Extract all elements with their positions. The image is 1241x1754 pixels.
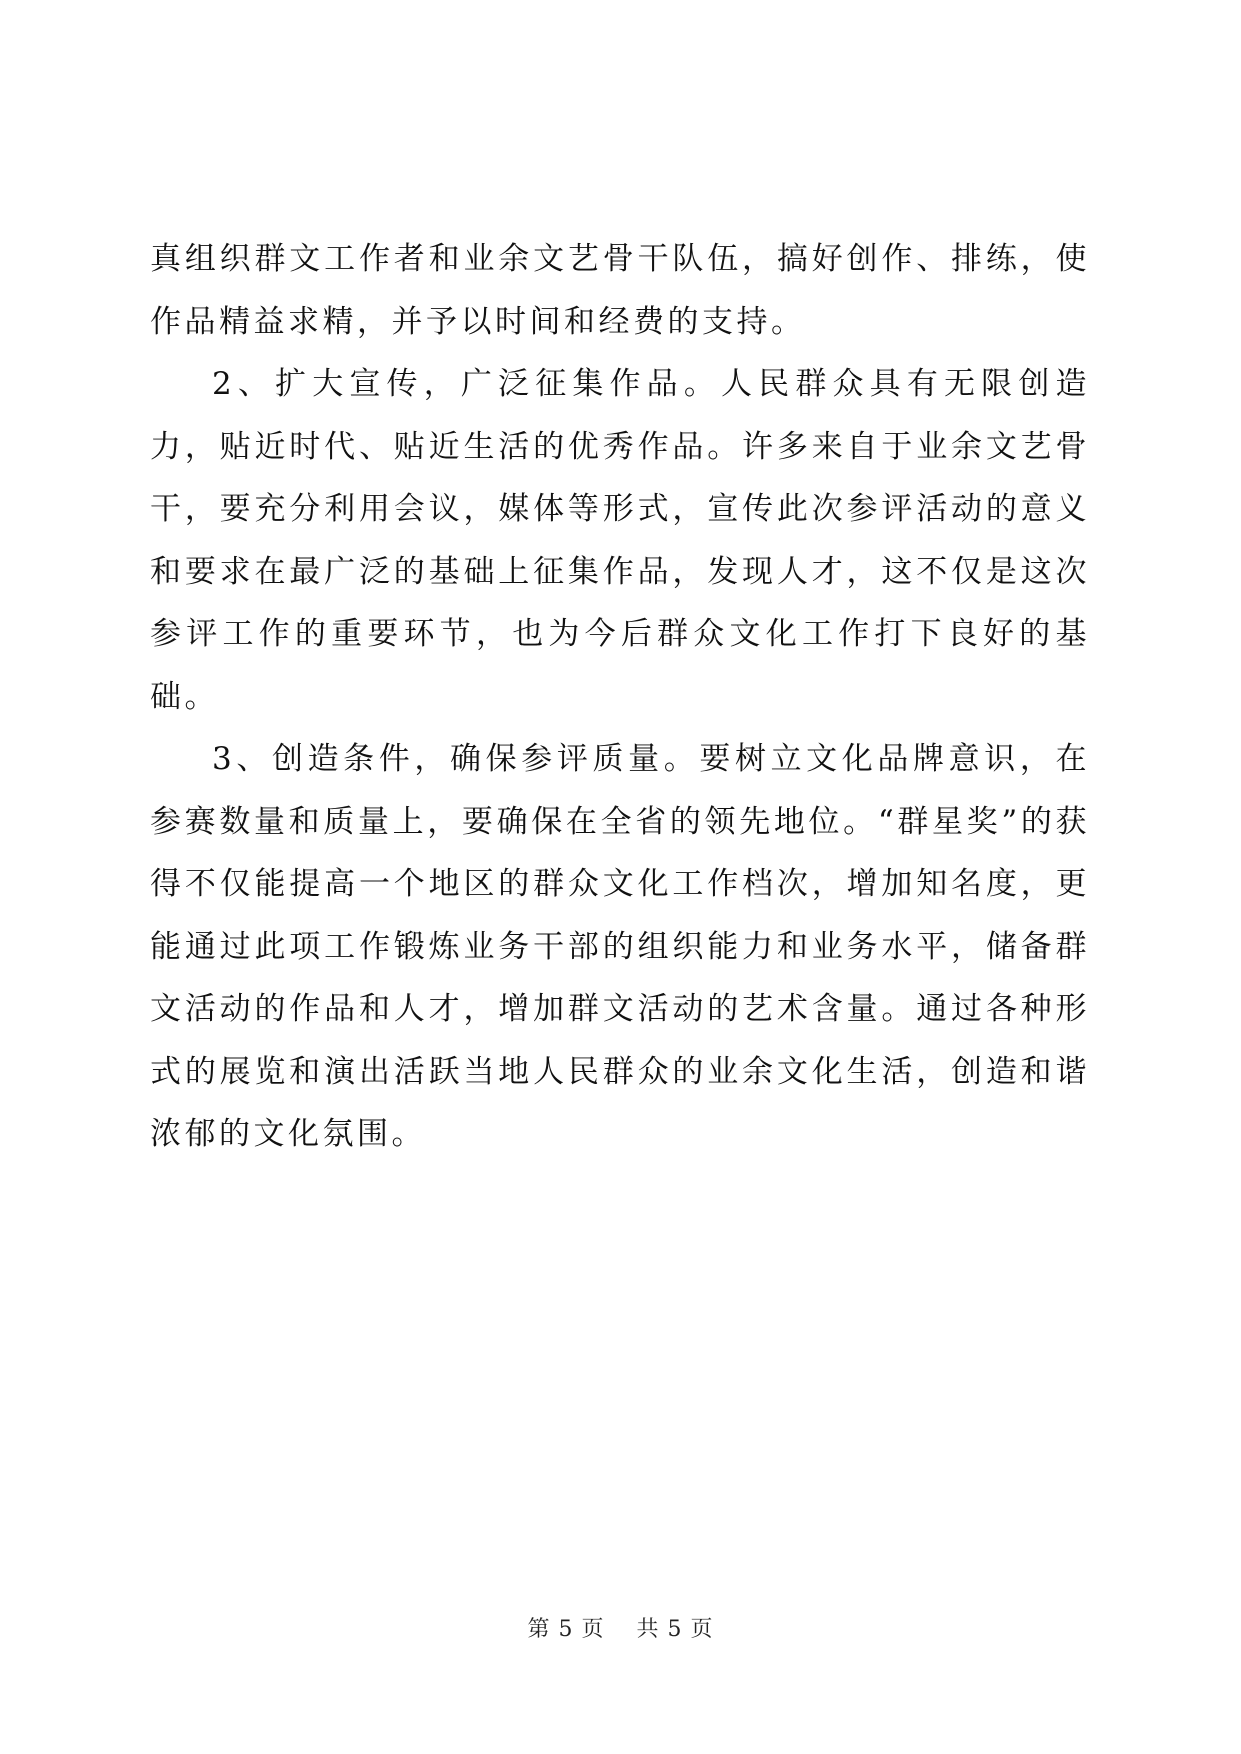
document-body (150, 228, 1090, 1166)
page-footer (0, 1612, 1241, 1643)
paragraph-item-2: 2、扩大宣传，广泛征集作品。人民群众具有无限创造力，贴近时代、贴近生活的优秀作品。许多来自于业余文艺骨干，要充分利用会议，媒体等形式，宣传此次参评活动的意义和要求在最广泛的基础上征集作品，发现人才，这不仅是这次参评工作的重要环节，也为今后群众文化工作打下良好的基础。 (150, 366, 1090, 715)
paragraph-continuation: 真组织群文工作者和业余文艺骨干队伍，搞好创作、排练，使作品精益求精，并予以时间和经费的支持。 (150, 241, 1090, 340)
page-number-total: 共 5 页 (636, 1617, 714, 1642)
paragraph-item-3: 3、创造条件，确保参评质量。要树立文化品牌意识，在参赛数量和质量上，要确保在全省的领先地位。“群星奖”的获得不仅能提高一个地区的群众文化工作档次，增加知名度，更能通过此项工作锻炼业务干部的组织能力和业务水平，储备群文活动的作品和人才，增加群文活动的艺术含量。通过各种形式的展览和演出活跃当地人民群众的业余文化生活，创造和谐浓郁的文化氛围。 (150, 741, 1090, 1152)
page-number-current: 第 5 页 (527, 1617, 605, 1642)
